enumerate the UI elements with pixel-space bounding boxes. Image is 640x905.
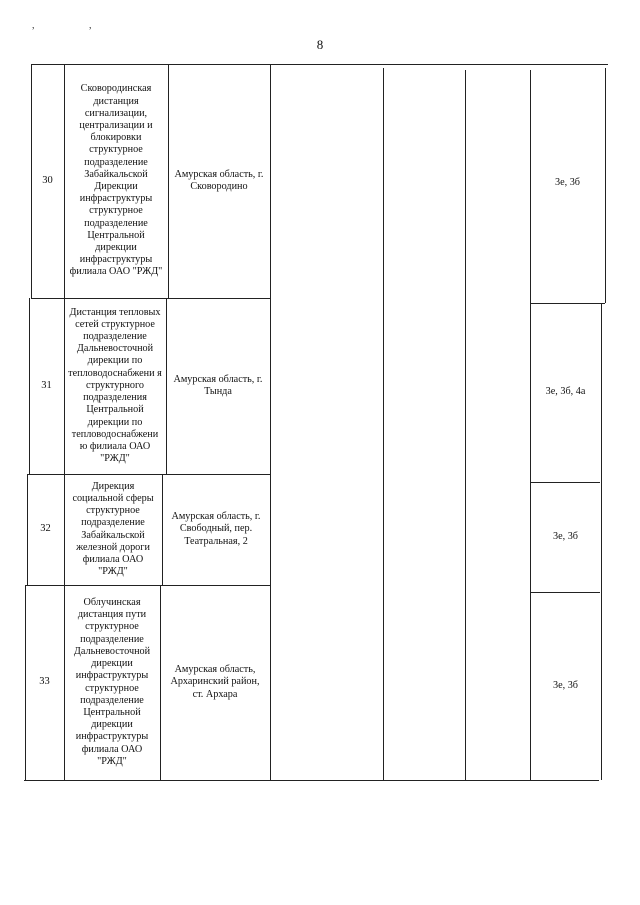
codes: 3е, 3б, 4а <box>545 386 586 398</box>
table-top-border <box>31 64 608 65</box>
organization-address: Амурская область, г. Сковородино <box>174 168 264 192</box>
table-bottom-border <box>24 780 599 781</box>
codes: 3е, 3б <box>555 177 580 189</box>
organization-name: Дистанция тепловых сетей структурное подразделение Дальневосточной дирекции по тепловодоснабжени я структурного подразделения Центральной дирекции по тепловодоснабжени ю филиала ОАО "РЖД" <box>68 306 162 465</box>
row-number: 33 <box>39 676 50 688</box>
col-line-4 <box>383 68 384 780</box>
page-number: 8 <box>316 37 324 52</box>
organization-name: Сковородинская дистанция сигнализации, централизации и блокировки структурное подразделение Забайкальской Дирекции инфраструктуры структурное подразделение Центральной дирекции инфраструктуры филиала ОАО "РЖД" <box>69 83 163 278</box>
col-line-3 <box>270 64 271 780</box>
organization-address: Амурская область, г. Свободный, пер. Театральная, 2 <box>171 511 261 547</box>
col-line-7 <box>605 68 606 303</box>
corner-marks: , , <box>32 20 118 31</box>
organization-name: Облучинская дистанция пути структурное подразделение Дальневосточной дирекции инфраструктуры структурное подразделение Центральной дирекции инфраструктуры филиала ОАО "РЖД" <box>73 597 151 767</box>
organization-address: Амурская область, г. Тында <box>173 373 263 397</box>
col-line-5 <box>465 70 466 780</box>
organization-address: Амурская область, Архаринский район, ст. Архара <box>170 664 260 700</box>
organization-name: Дирекция социальной сферы структурное подразделение Забайкальской железной дороги филиала ОАО "РЖД" <box>72 480 154 578</box>
codes: 3е, 3б <box>553 679 578 691</box>
row-number: 30 <box>42 174 53 186</box>
col-line-7b <box>601 303 602 780</box>
codes: 3е, 3б <box>553 530 578 542</box>
row-number: 31 <box>41 379 52 391</box>
row-number: 32 <box>40 523 51 535</box>
